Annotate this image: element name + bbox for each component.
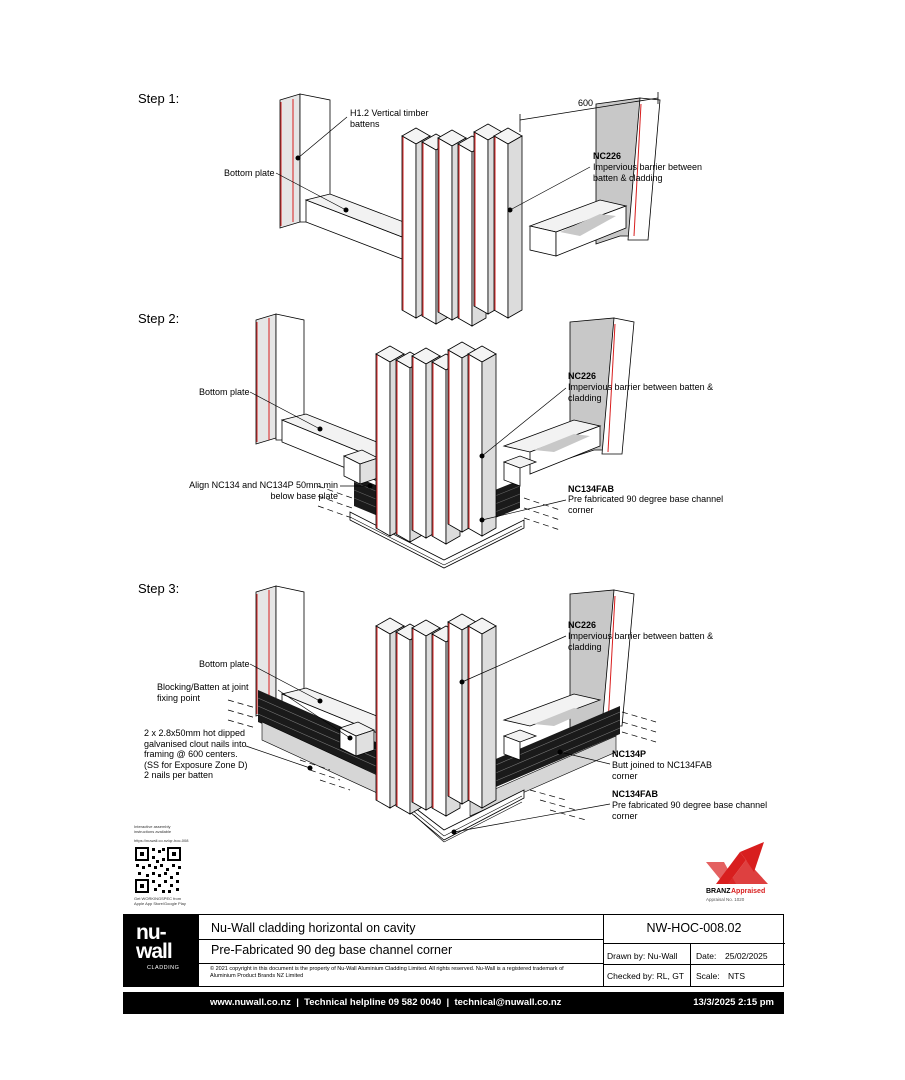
branz-appraised: Appraised	[731, 888, 766, 895]
logo-bottom: wall	[136, 940, 172, 963]
branz-logo	[706, 842, 768, 884]
qr-code	[134, 846, 182, 894]
step1-barrier-text: Impervious barrier between batten & cladding	[593, 162, 703, 183]
step2-barrier-text: Impervious barrier between batten & cladding	[568, 382, 714, 403]
drawn-by: Drawn by: Nu-Wall	[607, 951, 678, 961]
step-2-label: Step 2:	[138, 311, 180, 326]
nuwall-logo	[124, 915, 199, 986]
step3-nails-callout: 2 x 2.8x50mm hot dipped galvanised clout nails into framing @ 600 centers. (SS for Exposure Zone D) 2 nails per batten	[144, 728, 248, 780]
step3-p-code: NC134P	[612, 749, 647, 759]
step2-align-callout: Align NC134 and NC134P 50mm min below base plate	[189, 480, 338, 501]
qr-caption-bottom: Get WORKINGSPEC from Apple App Store/Google Play	[134, 896, 186, 906]
title-block	[123, 914, 784, 987]
step3-barrier-text: Impervious barrier between batten & cladding	[568, 631, 714, 652]
checked-by: Checked by: RL, GT	[607, 971, 685, 981]
step2-fab-text: Pre fabricated 90 degree base channel corner	[568, 494, 724, 515]
step1-battens-callout: H1.2 Vertical timber battens	[350, 108, 429, 129]
scale-label: Scale:	[696, 971, 720, 981]
copyright-notice: © 2021 copyright in this document is the property of Nu-Wall Aluminium Cladding Limited. All rights reserved. Nu-Wall is a registered trademark of Aluminium Product Brands NZ Limited	[210, 966, 564, 979]
step3-fab-code: NC134FAB	[612, 789, 659, 799]
step-1-label: Step 1:	[138, 91, 180, 106]
step1-barrier-code: NC226	[593, 151, 622, 161]
qr-caption-top: Interactive assembly instructions available	[134, 824, 172, 834]
logo-sub: CLADDING	[147, 965, 180, 971]
step3-barrier-code: NC226	[568, 620, 597, 630]
drawing-title-2: Pre-Fabricated 90 deg base channel corner	[211, 943, 453, 957]
step3-blocking-callout: Blocking/Batten at joint fixing point	[157, 682, 249, 703]
footer-bar	[123, 992, 784, 1014]
date-label: Date:	[696, 951, 717, 961]
logo-top: nu-	[136, 921, 166, 944]
drawing-number: NW-HOC-008.02	[646, 921, 742, 935]
branz-name: BRANZ	[706, 888, 731, 895]
footer-timestamp: 13/3/2025 2:15 pm	[693, 997, 774, 1008]
step3-p-text: Butt joined to NC134FAB corner	[612, 760, 713, 781]
scale-value: NTS	[728, 971, 745, 981]
step1-dimension: 600	[578, 98, 594, 108]
step3-fab-text: Pre fabricated 90 degree base channel corner	[612, 800, 768, 821]
drawing-title-1: Nu-Wall cladding horizontal on cavity	[211, 921, 416, 935]
step2-fab-code: NC134FAB	[568, 484, 615, 494]
step-3-label: Step 3:	[138, 581, 180, 596]
branz-sub: Appraisal No. 1020	[706, 897, 745, 902]
step1-bottom-plate-callout: Bottom plate	[224, 168, 275, 178]
step2-barrier-code: NC226	[568, 371, 597, 381]
step3-bottom-plate-callout: Bottom plate	[199, 659, 250, 669]
footer-contact[interactable]: www.nuwall.co.nz | Technical helpline 09 582 0040 | technical@nuwall.co.nz	[210, 997, 562, 1008]
step2-bottom-plate-callout: Bottom plate	[199, 387, 250, 397]
qr-url[interactable]: https://nuwall.co.nz/qr-hoc-008	[134, 838, 189, 843]
date-value: 25/02/2025	[725, 951, 768, 961]
step-2-drawing	[250, 314, 634, 568]
step-1-drawing	[276, 92, 660, 326]
